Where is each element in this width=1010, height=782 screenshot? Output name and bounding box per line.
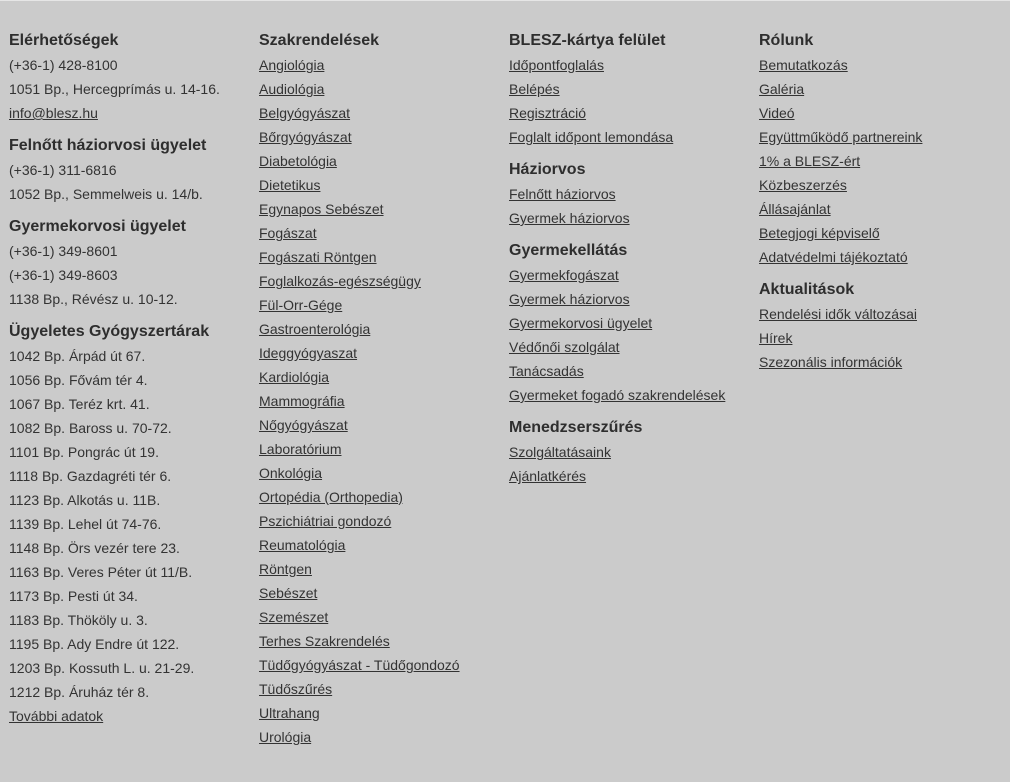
about-link[interactable]: Bemutatkozás xyxy=(759,57,848,73)
specialty-link[interactable]: Ortopédia (Orthopedia) xyxy=(259,489,403,505)
gp-heading: Háziorvos xyxy=(509,161,586,178)
child-duty-phone-1: (+36-1) 349-8601 xyxy=(9,243,118,259)
specialty-link[interactable]: Szemészet xyxy=(259,609,329,625)
specialty-link[interactable]: Angiológia xyxy=(259,57,325,73)
about-link[interactable]: Állásajánlat xyxy=(759,201,831,217)
pharmacy-address: 1148 Bp. Örs vezér tere 23. xyxy=(9,540,180,556)
specialty-link[interactable]: Fül-Orr-Gége xyxy=(259,297,343,313)
manager-link[interactable]: Szolgáltatásaink xyxy=(509,444,611,460)
about-heading: Rólunk xyxy=(759,32,814,49)
manager-link[interactable]: Ajánlatkérés xyxy=(509,468,587,484)
pharmacy-address: 1101 Bp. Pongrác út 19. xyxy=(9,444,159,460)
child-care-link[interactable]: Gyermekorvosi ügyelet xyxy=(509,315,653,331)
gp-link[interactable]: Gyermek háziorvos xyxy=(509,210,630,226)
specialty-link[interactable]: Terhes Szakrendelés xyxy=(259,633,390,649)
child-care-link[interactable]: Gyermek háziorvos xyxy=(509,291,630,307)
manager-heading: Menedzserszűrés xyxy=(509,419,643,436)
specialty-link[interactable]: Tüdőgyógyászat - Tüdőgondozó xyxy=(259,657,460,673)
specialty-link[interactable]: Egynapos Sebészet xyxy=(259,201,384,217)
child-care-heading: Gyermekellátás xyxy=(509,242,628,259)
specialty-link[interactable]: Diabetológia xyxy=(259,153,337,169)
specialty-link[interactable]: Pszichiátriai gondozó xyxy=(259,513,392,529)
adult-duty-phone: (+36-1) 311-6816 xyxy=(9,162,117,178)
pharmacy-address: 1067 Bp. Teréz krt. 41. xyxy=(9,396,150,412)
specialty-link[interactable]: Ideggyógyaszat xyxy=(259,345,358,361)
contacts-email-link[interactable]: info@blesz.hu xyxy=(9,105,98,121)
specialty-link[interactable]: Fogászati Röntgen xyxy=(259,249,377,265)
specialty-link[interactable]: Ultrahang xyxy=(259,705,320,721)
contacts-heading: Elérhetőségek xyxy=(9,32,119,49)
about-link[interactable]: Betegjogi képviselő xyxy=(759,225,880,241)
footer-column-contacts xyxy=(9,29,249,728)
child-duty-heading: Gyermekorvosi ügyelet xyxy=(9,218,186,235)
pharmacies-heading: Ügyeletes Gyógyszertárak xyxy=(9,323,210,340)
specialty-link[interactable]: Audiológia xyxy=(259,81,325,97)
news-link[interactable]: Rendelési idők változásai xyxy=(759,306,917,322)
blesz-card-link[interactable]: Foglalt időpont lemondása xyxy=(509,129,674,145)
specialty-link[interactable]: Tüdőszűrés xyxy=(259,681,333,697)
news-link[interactable]: Szezonális információk xyxy=(759,354,903,370)
specialty-link[interactable]: Fogászat xyxy=(259,225,317,241)
specialty-link[interactable]: Röntgen xyxy=(259,561,312,577)
pharmacy-address: 1173 Bp. Pesti út 34. xyxy=(9,588,138,604)
specialty-link[interactable]: Sebészet xyxy=(259,585,318,601)
specialty-link[interactable]: Foglalkozás-egészségügy xyxy=(259,273,421,289)
specialties-heading: Szakrendelések xyxy=(259,32,380,49)
specialty-link[interactable]: Kardiológia xyxy=(259,369,330,385)
about-link[interactable]: Videó xyxy=(759,105,795,121)
footer-column-services xyxy=(509,29,749,488)
specialty-link[interactable]: Nőgyógyászat xyxy=(259,417,348,433)
pharmacy-address: 1123 Bp. Alkotás u. 11B. xyxy=(9,492,161,508)
gp-link[interactable]: Felnőtt háziorvos xyxy=(509,186,616,202)
about-link[interactable]: Közbeszerzés xyxy=(759,177,847,193)
child-care-link[interactable]: Tanácsadás xyxy=(509,363,584,379)
blesz-card-heading: BLESZ-kártya felület xyxy=(509,32,666,49)
contacts-address: 1051 Bp., Hercegprímás u. 14-16. xyxy=(9,81,220,97)
news-heading: Aktualitások xyxy=(759,281,855,298)
child-care-link[interactable]: Védőnői szolgálat xyxy=(509,339,620,355)
about-link[interactable]: 1% a BLESZ-ért xyxy=(759,153,861,169)
specialty-link[interactable]: Urológia xyxy=(259,729,312,745)
specialty-link[interactable]: Bőrgyógyászat xyxy=(259,129,352,145)
child-duty-address: 1138 Bp., Révész u. 10-12. xyxy=(9,291,178,307)
pharmacy-address: 1163 Bp. Veres Péter út 11/B. xyxy=(9,564,193,580)
pharmacy-address: 1082 Bp. Baross u. 70-72. xyxy=(9,420,172,436)
adult-duty-heading: Felnőtt háziorvosi ügyelet xyxy=(9,137,207,154)
adult-duty-address: 1052 Bp., Semmelweis u. 14/b. xyxy=(9,186,203,202)
pharmacy-address: 1183 Bp. Thököly u. 3. xyxy=(9,612,148,628)
news-link[interactable]: Hírek xyxy=(759,330,793,346)
specialty-link[interactable]: Belgyógyászat xyxy=(259,105,351,121)
pharmacy-address: 1139 Bp. Lehel út 74-76. xyxy=(9,516,162,532)
child-care-link[interactable]: Gyermekfogászat xyxy=(509,267,619,283)
child-duty-phone-2: (+36-1) 349-8603 xyxy=(9,267,118,283)
child-care-link[interactable]: Gyermeket fogadó szakrendelések xyxy=(509,387,726,403)
about-link[interactable]: Adatvédelmi tájékoztató xyxy=(759,249,908,265)
blesz-card-link[interactable]: Belépés xyxy=(509,81,560,97)
specialty-link[interactable]: Reumatológia xyxy=(259,537,346,553)
footer-column-about xyxy=(759,29,999,374)
blesz-card-link[interactable]: Regisztráció xyxy=(509,105,587,121)
pharmacies-more-link[interactable]: További adatok xyxy=(9,708,104,724)
footer-column-specialties xyxy=(259,29,499,749)
specialty-link[interactable]: Onkológia xyxy=(259,465,323,481)
about-link[interactable]: Együttműködő partnereink xyxy=(759,129,923,145)
pharmacy-address: 1118 Bp. Gazdagréti tér 6. xyxy=(9,468,172,484)
pharmacy-address: 1042 Bp. Árpád út 67. xyxy=(9,348,146,364)
blesz-card-link[interactable]: Időpontfoglalás xyxy=(509,57,604,73)
pharmacy-address: 1203 Bp. Kossuth L. u. 21-29. xyxy=(9,660,195,676)
specialty-link[interactable]: Mammográfia xyxy=(259,393,345,409)
pharmacy-address: 1195 Bp. Ady Endre út 122. xyxy=(9,636,180,652)
specialty-link[interactable]: Laboratórium xyxy=(259,441,342,457)
contacts-phone: (+36-1) 428-8100 xyxy=(9,57,118,73)
specialty-link[interactable]: Dietetikus xyxy=(259,177,321,193)
pharmacy-address: 1056 Bp. Fővám tér 4. xyxy=(9,372,148,388)
about-link[interactable]: Galéria xyxy=(759,81,805,97)
site-footer xyxy=(0,1,1010,782)
specialty-link[interactable]: Gastroenterológia xyxy=(259,321,371,337)
pharmacy-address: 1212 Bp. Áruház tér 8. xyxy=(9,684,150,700)
